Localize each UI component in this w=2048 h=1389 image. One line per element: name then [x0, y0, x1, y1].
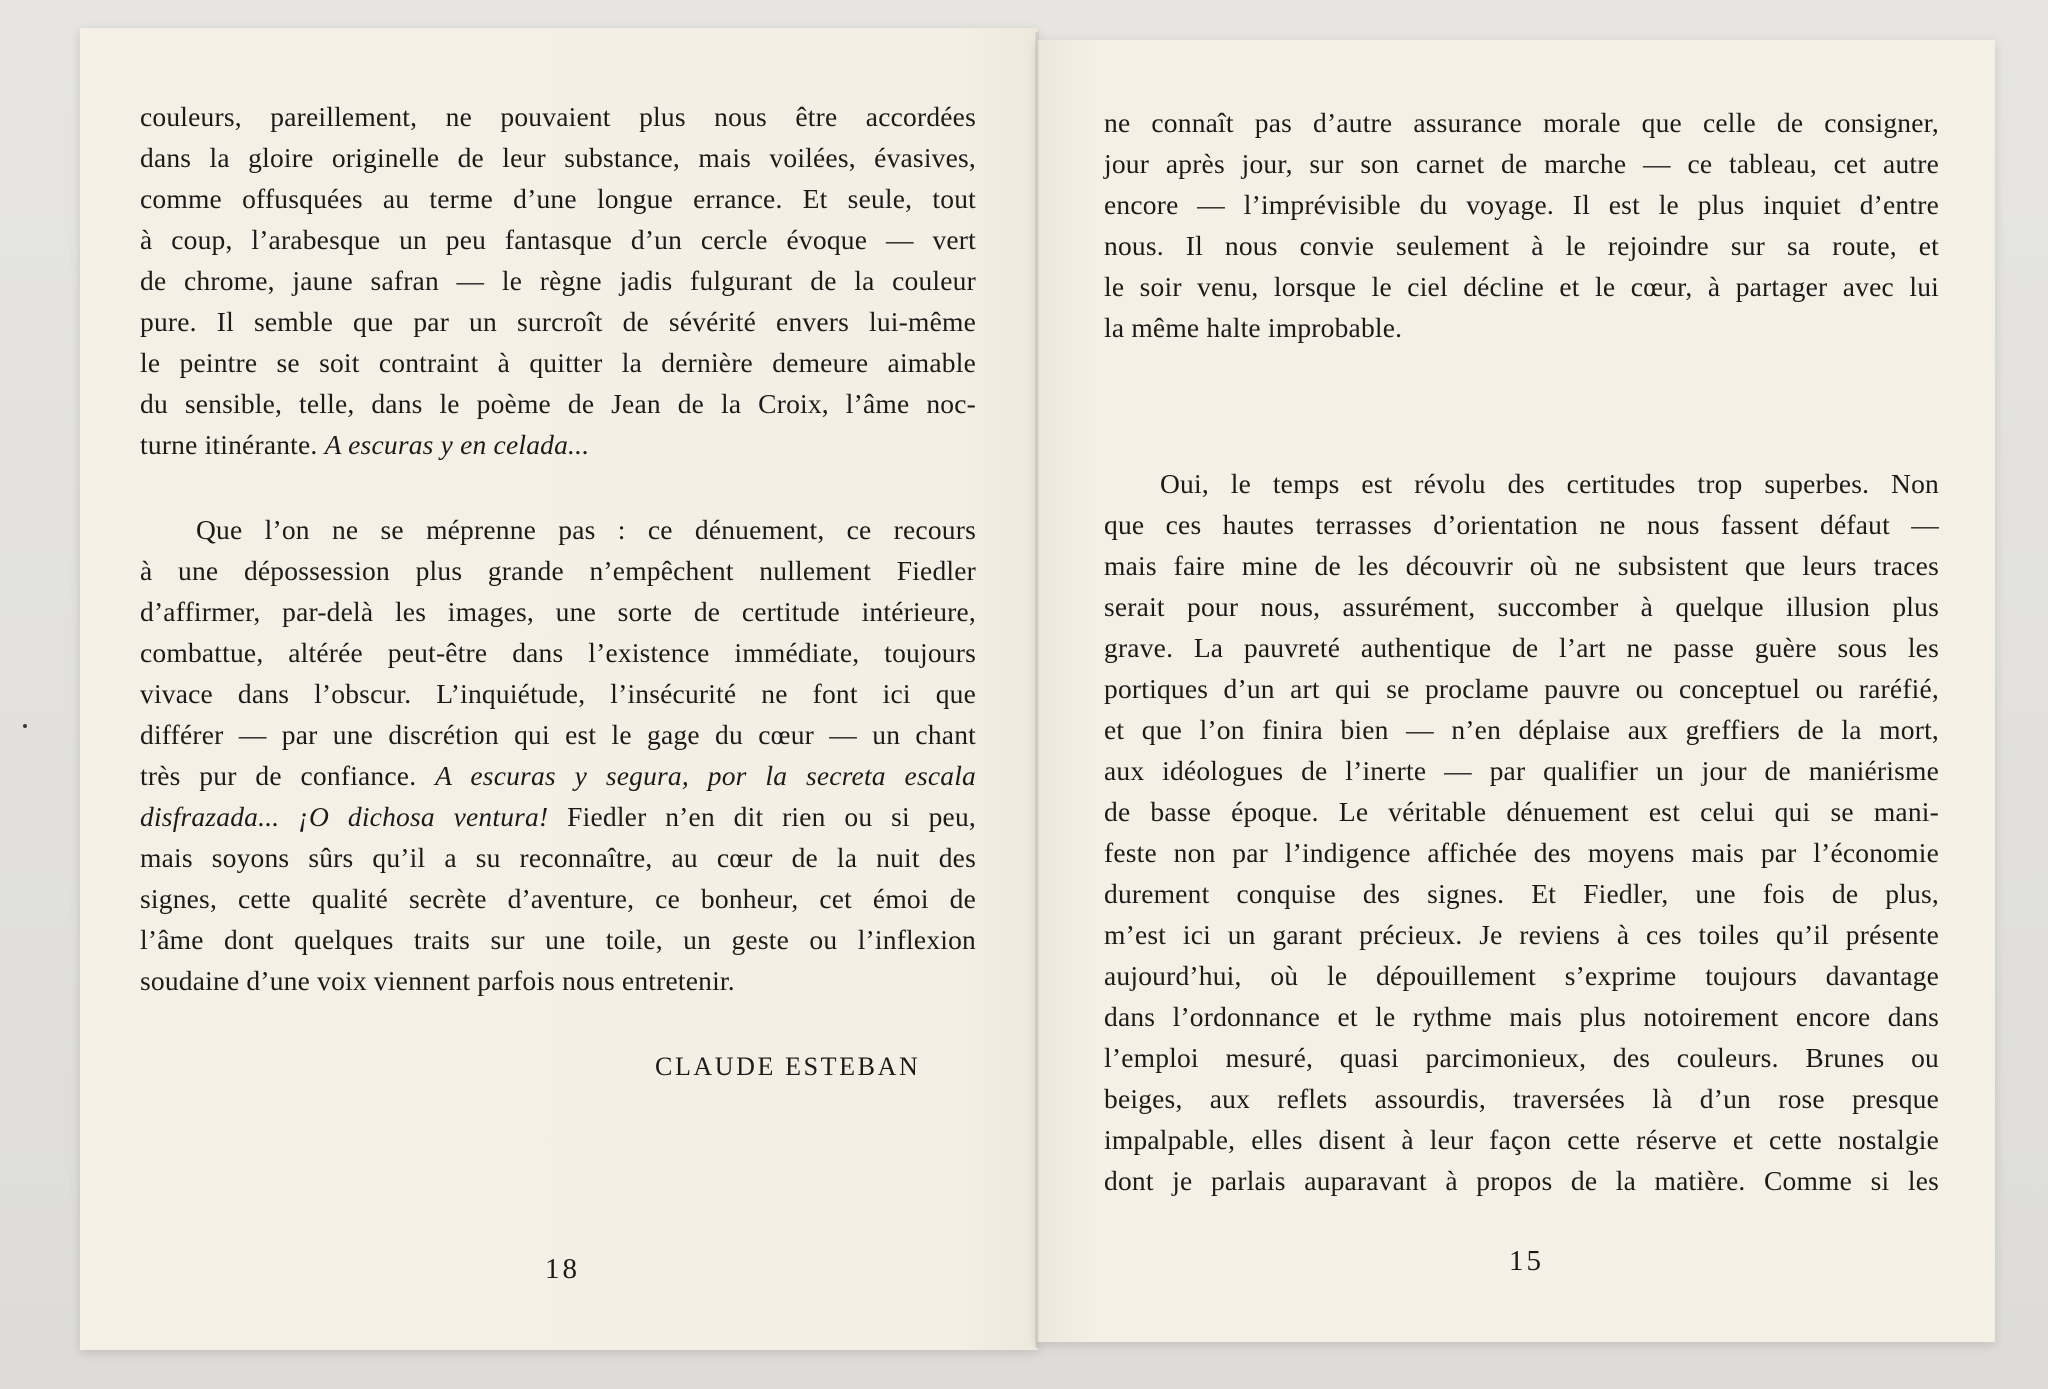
text-line: durement conquise des signes. Et Fiedler, une fois de plus, [1104, 878, 1939, 909]
text-line: l’emploi mesuré, quasi parcimonieux, des couleurs. Brunes ou [1104, 1042, 1939, 1073]
text-line: vivace dans l’obscur. L’inquiétude, l’insécurité ne font ici que [140, 678, 976, 709]
text-line: aux idéologues de l’inerte — par qualifier un jour de maniérisme [1104, 755, 1939, 786]
text-line: la même halte improbable. [1104, 312, 1403, 343]
text-line: encore — l’imprévisible du voyage. Il est le plus inquiet d’entre [1104, 189, 1939, 220]
text-line: du sensible, telle, dans le poème de Jean de la Croix, l’âme noc- [140, 388, 976, 419]
spanish-quote: A escuras y segura, por la secreta escala [435, 760, 977, 791]
left-paragraph-1 [140, 96, 976, 465]
text-line: feste non par l’indigence affichée des moyens mais par l’économie [1104, 837, 1939, 868]
text-line: m’est ici un garant précieux. Je reviens à ces toiles qu’il présente [1104, 919, 1939, 950]
right-paragraph-1 [1104, 102, 1939, 348]
text-line: signes, cette qualité secrète d’aventure, ce bonheur, cet émoi de [140, 883, 976, 914]
text-line: de chrome, jaune safran — le règne jadis fulgurant de la couleur [140, 265, 976, 296]
text-line: mais faire mine de les découvrir où ne subsistent que leurs traces [1104, 550, 1939, 581]
text-line: soudaine d’une voix viennent parfois nous entretenir. [140, 965, 735, 996]
spanish-quote: A escuras y en celada... [324, 429, 590, 460]
text-line [140, 424, 976, 465]
text-line: dans la gloire originelle de leur substance, mais voilées, évasives, [140, 142, 976, 173]
text-line: différer — par une discrétion qui est le gage du cœur — un chant [140, 719, 976, 750]
text-line: Oui, le temps est révolu des certitudes trop superbes. Non [1160, 468, 1939, 499]
text-line: Que l’on ne se méprenne pas : ce dénuement, ce recours [196, 514, 976, 545]
text-line: et que l’on finira bien — n’en déplaise aux greffiers de la mort, [1104, 714, 1939, 745]
text-line: d’affirmer, par-delà les images, une sorte de certitude intérieure, [140, 596, 976, 627]
left-paragraph-2 [140, 509, 976, 1001]
text-line: le soir venu, lorsque le ciel décline et le cœur, à partager avec lui [1104, 271, 1939, 302]
text-line: combattue, altérée peut-être dans l’existence immédiate, toujours [140, 637, 976, 668]
text-line: ne connaît pas d’autre assurance morale que celle de consigner, [1104, 107, 1939, 138]
page-number-right: 15 [1509, 1245, 1544, 1277]
page-fold [1035, 32, 1039, 1348]
text-line: l’âme dont quelques traits sur une toile, un geste ou l’inflexion [140, 924, 976, 955]
spanish-quote: disfrazada... ¡O dichosa ventura! [140, 801, 549, 832]
text-line [140, 755, 976, 796]
text-line [140, 796, 976, 837]
text-line: que ces hautes terrasses d’orientation ne nous fassent défaut — [1104, 509, 1939, 540]
text-line: nous. Il nous convie seulement à le rejoindre sur sa route, et [1104, 230, 1939, 261]
text-line: dans l’ordonnance et le rythme mais plus notoirement encore dans [1104, 1001, 1939, 1032]
text-line: beiges, aux reflets assourdis, traversées là d’un rose presque [1104, 1083, 1939, 1114]
text-line: portiques d’un art qui se proclame pauvre ou conceptuel ou raréfié, [1104, 673, 1939, 704]
text-line: aujourd’hui, où le dépouillement s’exprime toujours davantage [1104, 960, 1939, 991]
text-run: Fiedler n’en dit rien ou si peu, [567, 801, 976, 832]
text-line: impalpable, elles disent à leur façon cette réserve et cette nostalgie [1104, 1124, 1939, 1155]
dust-speck [23, 724, 27, 728]
text-line: à coup, l’arabesque un peu fantasque d’un cercle évoque — vert [140, 224, 976, 255]
text-run: très pur de confiance. [140, 760, 417, 791]
text-line: pure. Il semble que par un surcroît de sévérité envers lui-même [140, 306, 976, 337]
text-line: comme offusquées au terme d’une longue errance. Et seule, tout [140, 183, 976, 214]
text-line: mais soyons sûrs qu’il a su reconnaître, au cœur de la nuit des [140, 842, 976, 873]
text-line: le peintre se soit contraint à quitter la dernière demeure aimable [140, 347, 976, 378]
text-line: jour après jour, sur son carnet de marche — ce tableau, cet autre [1104, 148, 1939, 179]
text-line: serait pour nous, assurément, succomber à quelque illusion plus [1104, 591, 1939, 622]
text-line: de basse époque. Le véritable dénuement est celui qui se mani- [1104, 796, 1939, 827]
right-paragraph-2 [1104, 463, 1939, 1201]
text-line: dont je parlais auparavant à propos de la matière. Comme si les [1104, 1165, 1939, 1196]
page-number-left: 18 [545, 1253, 580, 1285]
author-signature: CLAUDE ESTEBAN [655, 1052, 921, 1081]
text-line: grave. La pauvreté authentique de l’art ne passe guère sous les [1104, 632, 1939, 663]
text-line: couleurs, pareillement, ne pouvaient plus nous être accordées [140, 101, 976, 132]
text-run: turne itinérante. [140, 429, 318, 460]
text-line: à une dépossession plus grande n’empêchent nullement Fiedler [140, 555, 976, 586]
